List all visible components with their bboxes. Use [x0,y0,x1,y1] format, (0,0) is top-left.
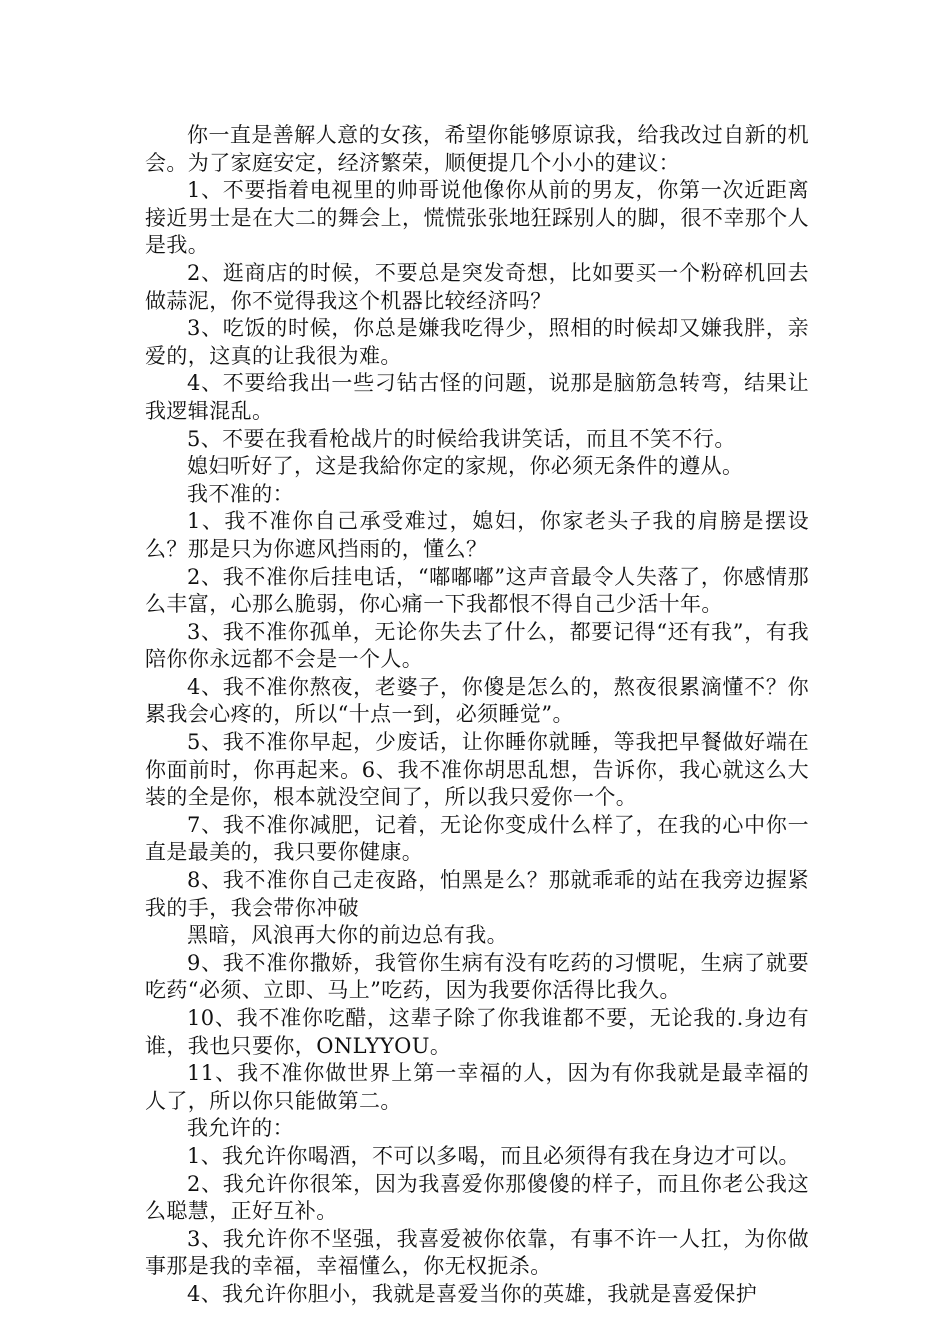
paragraph-allowed-1: 1、我允许你喝酒，不可以多喝，而且必须得有我在身边才可以。 [187,1143,800,1168]
paragraph-not-allowed-7: 7、我不准你减肥，记着，无论你变成什么样了，在我的心中你一直是最美的，我只要你健康。 [145,812,809,865]
paragraph-allowed-2: 2、我允许你很笨，因为我喜爱你那傻傻的样子，而且你老公我这么聪慧，正好互补。 [145,1171,809,1224]
section-heading-allowed: 我允许的： [187,1116,294,1141]
paragraph-not-allowed-10: 10、我不准你吃醋，这辈子除了你我谁都不要，无论我的.身边有谁，我也只要你，ONLYYOU。 [145,1006,809,1058]
paragraph-not-allowed-8: 8、我不准你自己走夜路，怕黑是么？那就乖乖的站在我旁边握紧我的手，我会带你冲破 [145,868,809,920]
paragraph-not-allowed-3: 3、我不准你孤单，无论你失去了什么，都要记得“还有我”，有我陪你你永远都不会是一个人。 [145,619,809,672]
document-body [145,122,809,1309]
paragraph-suggestion-1: 1、不要指着电视里的帅哥说他像你从前的男友，你第一次近距离接近男士是在大二的舞会上，慌慌张张地狂踩别人的脚，很不幸那个人是我。 [145,178,809,258]
paragraph-suggestion-5: 5、不要在我看枪战片的时候给我讲笑话，而且不笑不行。 [187,426,736,451]
section-heading-not-allowed: 我不准的： [187,481,294,506]
paragraph-house-rules: 媳妇听好了，这是我給你定的家规，你必须无条件的遵从。 [187,454,744,479]
paragraph-intro: 你一直是善解人意的女孩，希望你能够原谅我，给我改过自新的机会。为了家庭安定，经济繁荣，顺便提几个小小的建议： [145,123,809,175]
paragraph-not-allowed-4: 4、我不准你熬夜，老婆子，你傻是怎么的，熬夜很累滴懂不？你累我会心疼的，所以“十点一到，必须睡觉”。 [145,674,809,727]
paragraph-allowed-4: 4、我允许你胆小，我就是喜爱当你的英雄，我就是喜爱保护 [187,1281,758,1306]
paragraph-not-allowed-2: 2、我不准你后挂电话，“嘟嘟嘟”这声音最令人失落了，你感情那么丰富，心那么脆弱，你心痛一下我都恨不得自己少活十年。 [145,564,809,617]
paragraph-suggestion-4: 4、不要给我出一些刁钻古怪的问题，说那是脑筋急转弯，结果让我逻辑混乱。 [145,371,809,423]
paragraph-not-allowed-5-6: 5、我不准你早起，少废话，让你睡你就睡，等我把早餐做好端在你面前时，你再起来。6、我不准你胡思乱想，告诉你，我心就这么大装的全是你，根本就没空间了，所以我只爱你一个。 [145,730,809,810]
paragraph-suggestion-3: 3、吃饭的时候，你总是嫌我吃得少，照相的时候却又嫌我胖，亲爱的，这真的让我很为难。 [145,316,809,368]
paragraph-suggestion-2: 2、逛商店的时候，不要总是突发奇想，比如要买一个粉碎机回去做蒜泥，你不觉得我这个机器比较经济吗？ [145,260,809,313]
paragraph-not-allowed-1: 1、我不准你自己承受难过，媳妇，你家老头子我的肩膀是摆设么？那是只为你遮风挡雨的，懂么？ [145,509,809,561]
paragraph-allowed-3: 3、我允许你不坚强，我喜爱被你依靠，有事不许一人扛，为你做事那是我的幸福，幸福懂么，你无权扼杀。 [145,1226,809,1279]
paragraph-not-allowed-9: 9、我不准你撒娇，我管你生病有没有吃药的习惯呢，生病了就要吃药“必须、立即、马上”吃药，因为我要你活得比我久。 [145,950,809,1003]
paragraph-not-allowed-8-continued: 黑暗，风浪再大你的前边总有我。 [187,923,508,948]
paragraph-not-allowed-11: 11、我不准你做世界上第一幸福的人，因为有你我就是最幸福的人了，所以你只能做第二。 [145,1061,809,1113]
